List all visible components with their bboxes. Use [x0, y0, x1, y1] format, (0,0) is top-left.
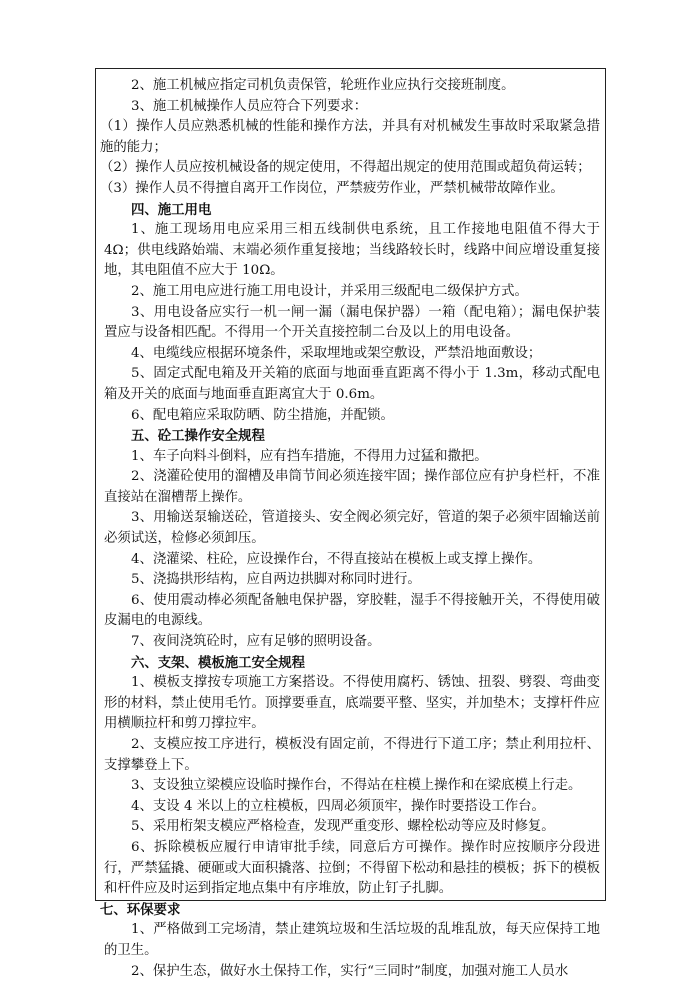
- paragraph: 3、施工机械操作人员应符合下列要求：: [131, 98, 368, 114]
- paragraph: 4、电缆线应根据环境条件，采取埋地或架空敷设，严禁沿地面敷设；: [131, 345, 542, 361]
- paragraph: 5、采用桁架支模应严格检查，发现严重变形、螺栓松动等应及时修复。: [131, 819, 555, 835]
- document-body: [100, 76, 600, 982]
- paragraph: 1、车子向料斗倒料，应有挡车措施，不得用力过猛和撒把。: [131, 448, 488, 464]
- paragraph: 2、保护生态，做好水土保持工作，实行“三同时”制度，加强对施工人员水: [131, 963, 569, 979]
- paragraph: 2、支模应按工序进行，模板没有固定前，不得进行下道工序；禁止利用拉杆、支撑攀登上下。: [104, 737, 600, 773]
- sub-item: （3）操作人员不得擅自离开工作岗位，严禁疲劳作业，严禁机械带故障作业。: [100, 180, 564, 196]
- paragraph: 3、支设独立梁模应设临时操作台，不得站在柱模上操作和在梁底模上行走。: [131, 778, 582, 794]
- paragraph: 1、施工现场用电应采用三相五线制供电系统，且工作接地电阻值不得大于 4Ω；供电线路始端、末端必须作重复接地；当线路较长时，线路中间应增设重复接地，其电阻值不应大于 10Ω。: [104, 222, 600, 279]
- section-heading: 六、支架、模板施工安全规程: [131, 654, 306, 671]
- paragraph: 6、使用震动棒必须配备触电保护器，穿胶鞋，湿手不得接触开关，不得使用破皮漏电的电源线。: [104, 592, 600, 629]
- paragraph: 2、施工机械应指定司机负责保管，轮班作业应执行交接班制度。: [131, 78, 515, 93]
- paragraph: 6、配电箱应采取防晒、防尘措施，并配锁。: [131, 407, 394, 423]
- sub-item: （2）操作人员应按机械设备的规定使用，不得超出规定的使用范围或超负荷运转；: [100, 160, 591, 176]
- sub-item: （1）操作人员应熟悉机械的性能和操作方法，并具有对机械发生事故时采取紧急措施的能力；: [100, 119, 600, 155]
- paragraph: 6、拆除模板应履行申请审批手续，同意后方可操作。操作时应按顺序分段进行，严禁猛撬、硬砸或大面积撬落、拉倒；不得留下松动和悬挂的模板；拆下的模板和杆件应及时运到指定地点集中有序堆放，防止钉子扎脚。: [104, 839, 600, 897]
- paragraph: 4、浇灌梁、柱砼，应设操作台，不得直接站在模板上或支撑上操作。: [131, 551, 542, 567]
- paragraph: 3、用电设备应实行一机一闸一漏（漏电保护器）一箱（配电箱）；漏电保护装置应与设备相匹配。不得用一个开关直接控制二台及以上的用电设备。: [104, 304, 600, 341]
- section-heading: 七、环保要求: [100, 901, 181, 918]
- paragraph: 1、模板支撑按专项施工方案搭设。不得使用腐朽、锈蚀、扭裂、劈裂、弯曲变形的材料，禁止使用毛竹。顶撑要垂直，底端要平整、坚实，并加垫木；支撑杆件应用横顺拉杆和剪刀撑拉牢。: [104, 675, 600, 732]
- paragraph: 5、固定式配电箱及开关箱的底面与地面垂直距离不得小于 1.3m，移动式配电箱及开关的底面与地面垂直距离宜大于 0.6m。: [104, 366, 600, 402]
- paragraph: 2、浇灌砼使用的溜槽及串筒节间必须连接牢固；操作部位应有护身栏杆，不准直接站在溜槽帮上操作。: [104, 469, 600, 505]
- section-heading: 五、砼工操作安全规程: [131, 428, 265, 445]
- paragraph: 2、施工用电应进行施工用电设计，并采用三级配电二级保护方式。: [131, 283, 528, 299]
- section-heading: 四、施工用电: [131, 201, 212, 218]
- paragraph: 1、严格做到工完场清，禁止建筑垃圾和生活垃圾的乱堆乱放，每天应保持工地的卫生。: [104, 922, 600, 958]
- paragraph: 7、夜间浇筑砼时，应有足够的照明设备。: [131, 634, 381, 650]
- paragraph: 4、支设 4 米以上的立柱模板，四周必须顶牢，操作时要搭设工作台。: [131, 798, 545, 814]
- paragraph: 3、用输送泵输送砼，管道接头、安全阀必须完好，管道的架子必须牢固输送前必须试送，检修必须卸压。: [104, 510, 600, 547]
- paragraph: 5、浇捣拱形结构，应自两边拱脚对称同时进行。: [131, 572, 421, 588]
